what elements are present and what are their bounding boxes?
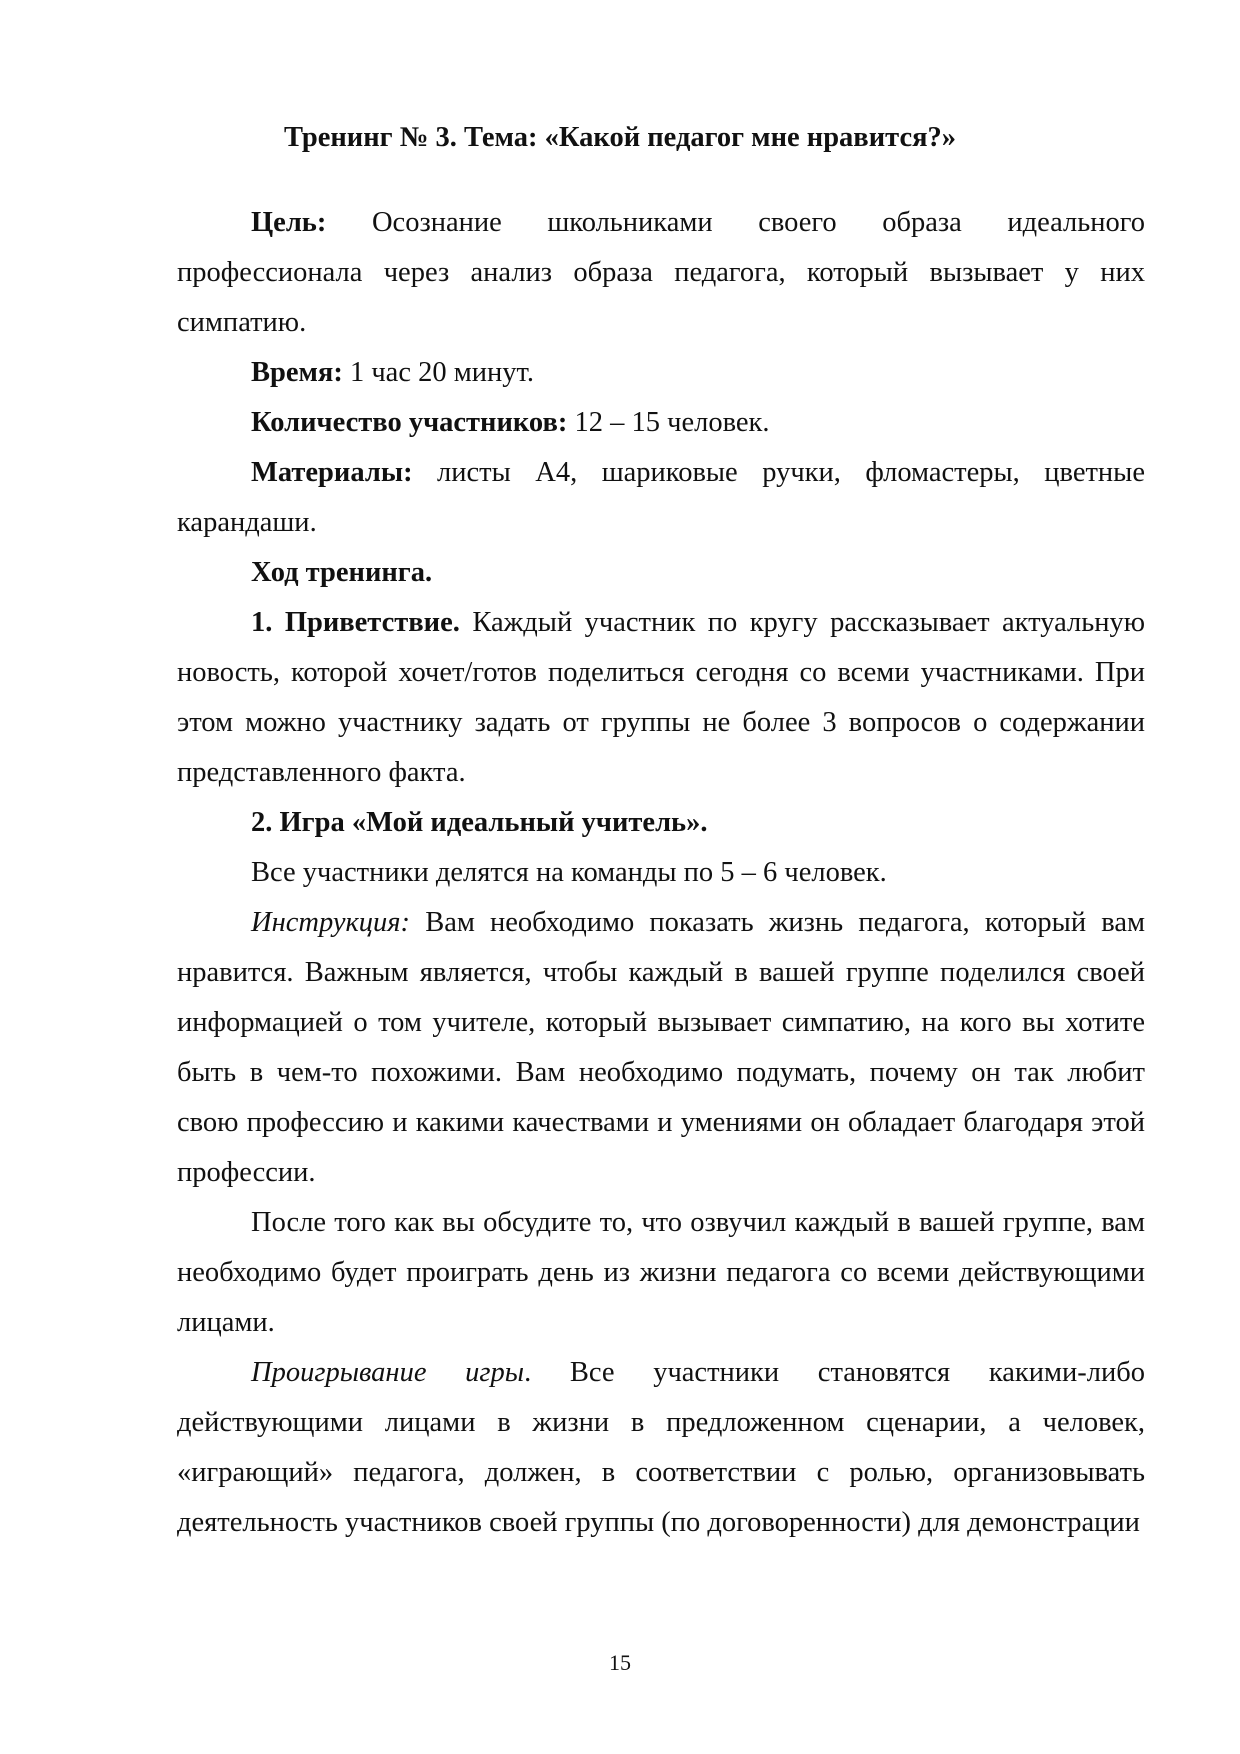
goal-paragraph [177, 198, 1145, 348]
goal-label: Цель: [251, 207, 327, 238]
materials-text: листы А4, шариковые ручки, фломастеры, цветные карандаши. [177, 457, 1145, 538]
time-label: Время: [251, 357, 343, 388]
materials-label: Материалы: [251, 457, 413, 488]
page-title: Тренинг № 3. Тема: «Какой педагог мне нравится?» [283, 122, 957, 153]
time-paragraph [177, 348, 1145, 398]
materials-paragraph [177, 448, 1145, 548]
teams-paragraph: Все участники делятся на команды по 5 – 6 человек. [251, 857, 887, 888]
participants-label: Количество участников: [251, 407, 568, 438]
after-discussion-paragraph: После того как вы обсудите то, что озвучил каждый в вашей группе, вам необходимо будет проиграть день из жизни педагога со всеми действующими лицами. [177, 1207, 1145, 1338]
greeting-paragraph [177, 598, 1145, 798]
greeting-label: 1. Приветствие. [251, 607, 460, 638]
instruction-label: Инструкция: [251, 907, 411, 938]
game-heading-text: 2. Игра «Мой идеальный учитель». [251, 807, 708, 838]
playing-text: . Все участники становятся какими-либо действующими лицами в жизни в предложенном сценарии, а человек, «играющий» педагога, должен, в соответствии с ролью, организовывать деятельность участников своей группы (по договоренности) для демонстрации [177, 1357, 1145, 1538]
course-heading-text: Ход тренинга. [251, 557, 433, 588]
playing-label: Проигрывание игры [251, 1357, 525, 1388]
instruction-text: Вам необходимо показать жизнь педагога, который вам нравится. Важным является, чтобы каждый в вашей группе поделился своей информацией о том учителе, который вызывает симпатию, на кого вы хотите быть в чем-то похожими. Вам необходимо подумать, почему он так любит свою профессию и какими качествами и умениями он обладает благодаря этой профессии. [177, 907, 1145, 1188]
document-body [177, 198, 1145, 1548]
participants-paragraph [177, 398, 1145, 448]
participants-text: 12 – 15 человек. [567, 407, 770, 438]
playing-paragraph [177, 1348, 1145, 1548]
greeting-text: Каждый участник по кругу рассказывает актуальную новость, которой хочет/готов поделиться сегодня со всеми участниками. При этом можно участнику задать от группы не более 3 вопросов о содержании представленного факта. [177, 607, 1145, 788]
game-heading [177, 798, 1145, 848]
time-text: 1 час 20 минут. [342, 357, 534, 388]
instruction-paragraph [177, 898, 1145, 1198]
page-number: 15 [609, 1650, 631, 1675]
course-heading [177, 548, 1145, 598]
goal-text: Осознание школьниками своего образа идеального профессионала через анализ образа педагога, который вызывает у них симпатию. [177, 207, 1145, 338]
